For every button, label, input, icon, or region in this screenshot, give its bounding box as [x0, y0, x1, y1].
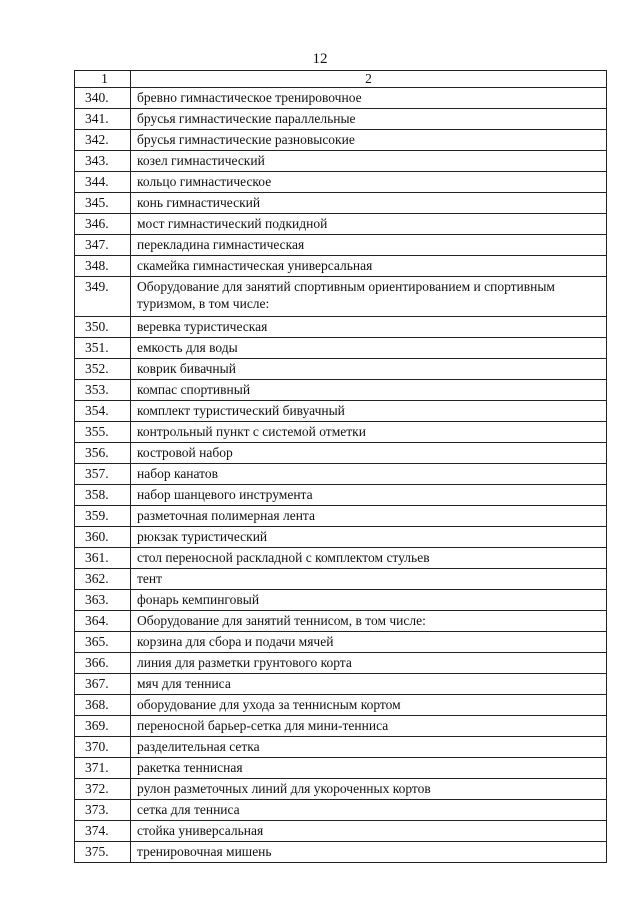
row-text: мяч для тенниса [131, 674, 607, 695]
table-row [75, 256, 607, 277]
table-row [75, 821, 607, 842]
row-text: рулон разметочных линий для укороченных кортов [131, 779, 607, 800]
row-text: коврик бивачный [131, 359, 607, 380]
row-number: 350. [75, 317, 131, 338]
row-text: контрольный пункт с системой отметки [131, 422, 607, 443]
row-text: набор канатов [131, 464, 607, 485]
page-number: 12 [312, 51, 328, 67]
row-text: оборудование для ухода за теннисным кортом [131, 695, 607, 716]
table-row [75, 632, 607, 653]
row-text: фонарь кемпинговый [131, 590, 607, 611]
table-row [75, 214, 607, 235]
row-number: 365. [75, 632, 131, 653]
row-number: 369. [75, 716, 131, 737]
row-text: рюкзак туристический [131, 527, 607, 548]
row-text: козел гимнастический [131, 151, 607, 172]
row-text: брусья гимнастические разновысокие [131, 130, 607, 151]
row-number: 361. [75, 548, 131, 569]
table-row [75, 548, 607, 569]
row-number: 354. [75, 401, 131, 422]
row-text: тренировочная мишень [131, 842, 607, 863]
row-number: 362. [75, 569, 131, 590]
row-text: корзина для сбора и подачи мячей [131, 632, 607, 653]
row-number: 349. [75, 277, 131, 317]
row-number: 346. [75, 214, 131, 235]
row-number: 351. [75, 338, 131, 359]
table-row [75, 653, 607, 674]
table-row [75, 464, 607, 485]
table-row [75, 235, 607, 256]
row-text: ракетка теннисная [131, 758, 607, 779]
row-text: комплект туристический бивуачный [131, 401, 607, 422]
row-text: сетка для тенниса [131, 800, 607, 821]
row-text: линия для разметки грунтового корта [131, 653, 607, 674]
table-row [75, 380, 607, 401]
column-header-name: 2 [131, 71, 607, 88]
table-row [75, 130, 607, 151]
row-number: 345. [75, 193, 131, 214]
row-number: 352. [75, 359, 131, 380]
table-row [75, 842, 607, 863]
table-row [75, 569, 607, 590]
row-text: веревка туристическая [131, 317, 607, 338]
row-number: 347. [75, 235, 131, 256]
row-number: 353. [75, 380, 131, 401]
table-row [75, 527, 607, 548]
table-row [75, 193, 607, 214]
column-header-number: 1 [75, 71, 131, 88]
row-text: стойка универсальная [131, 821, 607, 842]
table-row [75, 611, 607, 632]
row-number: 371. [75, 758, 131, 779]
row-text: разметочная полимерная лента [131, 506, 607, 527]
row-text: брусья гимнастические параллельные [131, 109, 607, 130]
row-text: стол переносной раскладной с комплектом стульев [131, 548, 607, 569]
table-header-row [75, 71, 607, 88]
row-text: Оборудование для занятий спортивным ориентированием и спортивным туризмом, в том числе: [131, 277, 607, 317]
row-text: набор шанцевого инструмента [131, 485, 607, 506]
row-text: емкость для воды [131, 338, 607, 359]
row-number: 366. [75, 653, 131, 674]
row-number: 375. [75, 842, 131, 863]
row-number: 372. [75, 779, 131, 800]
row-number: 356. [75, 443, 131, 464]
equipment-table [74, 70, 607, 863]
table-row [75, 506, 607, 527]
table-row [75, 401, 607, 422]
table-row [75, 317, 607, 338]
table-row [75, 109, 607, 130]
row-text: кольцо гимнастическое [131, 172, 607, 193]
row-text: Оборудование для занятий теннисом, в том числе: [131, 611, 607, 632]
table-row [75, 695, 607, 716]
row-number: 344. [75, 172, 131, 193]
row-number: 357. [75, 464, 131, 485]
row-number: 364. [75, 611, 131, 632]
row-text: костровой набор [131, 443, 607, 464]
row-number: 370. [75, 737, 131, 758]
row-number: 359. [75, 506, 131, 527]
table-row [75, 716, 607, 737]
table-row [75, 737, 607, 758]
table-row [75, 151, 607, 172]
row-number: 367. [75, 674, 131, 695]
row-text: бревно гимнастическое тренировочное [131, 88, 607, 109]
table-row [75, 485, 607, 506]
row-number: 343. [75, 151, 131, 172]
row-text: разделительная сетка [131, 737, 607, 758]
table-row [75, 88, 607, 109]
row-number: 355. [75, 422, 131, 443]
row-number: 360. [75, 527, 131, 548]
row-number: 358. [75, 485, 131, 506]
row-text: скамейка гимнастическая универсальная [131, 256, 607, 277]
table-row [75, 674, 607, 695]
row-number: 348. [75, 256, 131, 277]
table-row [75, 422, 607, 443]
table-row [75, 758, 607, 779]
table-row [75, 172, 607, 193]
row-text: конь гимнастический [131, 193, 607, 214]
table-row [75, 338, 607, 359]
row-text: переносной барьер-сетка для мини-тенниса [131, 716, 607, 737]
row-text: компас спортивный [131, 380, 607, 401]
row-text: мост гимнастический подкидной [131, 214, 607, 235]
row-number: 373. [75, 800, 131, 821]
row-number: 363. [75, 590, 131, 611]
table-row [75, 359, 607, 380]
row-number: 340. [75, 88, 131, 109]
row-number: 374. [75, 821, 131, 842]
table-row [75, 800, 607, 821]
table-row [75, 779, 607, 800]
row-text: перекладина гимнастическая [131, 235, 607, 256]
row-number: 342. [75, 130, 131, 151]
table-row [75, 277, 607, 317]
row-number: 341. [75, 109, 131, 130]
row-text: тент [131, 569, 607, 590]
table-row [75, 590, 607, 611]
table-row [75, 443, 607, 464]
row-number: 368. [75, 695, 131, 716]
